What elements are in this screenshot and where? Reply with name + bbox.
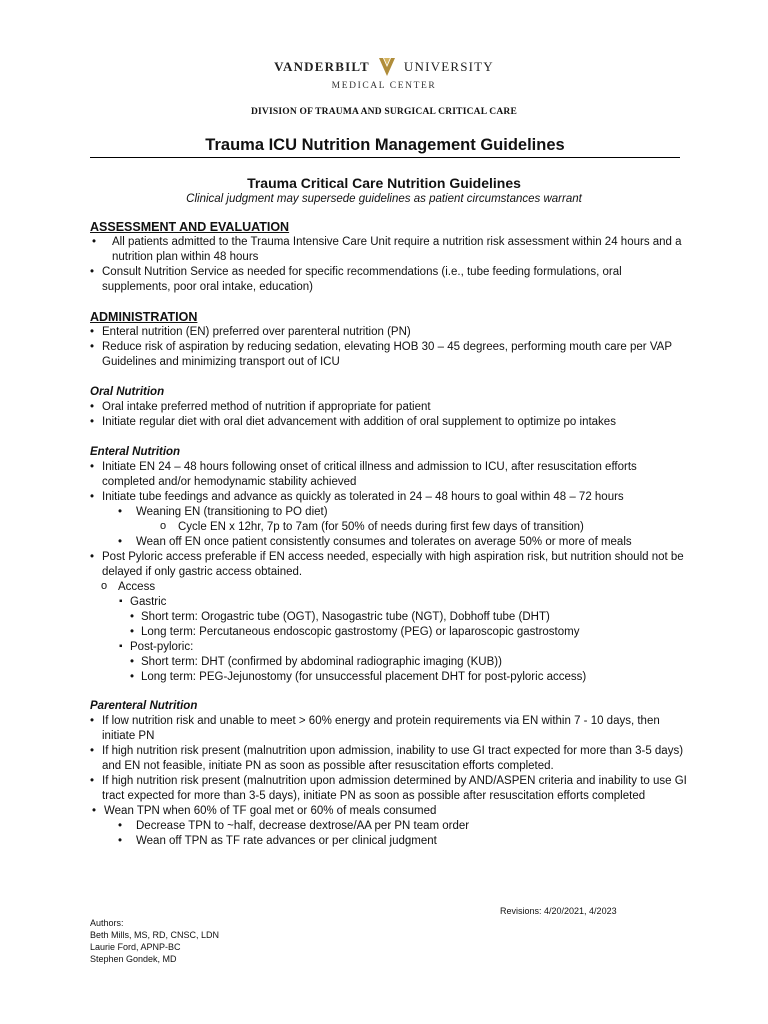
revisions-note: Revisions: 4/20/2021, 4/2023 [500,906,617,916]
oral-nutrition-heading: Oral Nutrition [90,386,165,398]
parenteral-nutrition-heading: Parenteral Nutrition [90,700,198,712]
medical-center-label: MEDICAL CENTER [331,81,437,91]
authors-label: Authors: [90,918,124,928]
list-item: ▪ Gastric [90,595,690,610]
assessment-heading: ASSESSMENT AND EVALUATION [90,220,290,234]
guidelines-body [90,220,690,849]
list-item: • Long term: Percutaneous endoscopic gastrostomy (PEG) or laparoscopic gastrostomy [90,625,690,640]
list-item: • Enteral nutrition (EN) preferred over parenteral nutrition (PN) [90,325,690,340]
list-item: • All patients admitted to the Trauma Intensive Care Unit require a nutrition risk assessment within 24 hours and a nutrition plan within 48 hours [90,235,690,265]
parenteral-list [90,714,690,849]
list-item: • Wean TPN when 60% of TF goal met or 60% of meals consumed [90,804,690,819]
administration-heading: ADMINISTRATION [90,310,198,324]
clinical-note: Clinical judgment may supersede guidelines as patient circumstances warrant [186,193,582,205]
assessment-list [90,235,690,295]
enteral-nutrition-heading: Enteral Nutrition [90,446,181,458]
author-name: Stephen Gondek, MD [90,954,177,964]
list-item: • Wean off TPN as TF rate advances or per clinical judgment [90,834,690,849]
institution-logo [0,56,768,91]
list-item: • Wean off EN once patient consistently consumes and tolerates on average 50% or more of meals [90,535,690,550]
list-item: • Short term: Orogastric tube (OGT), Nasogastric tube (NGT), Dobhoff tube (DHT) [90,610,690,625]
list-item: • Initiate tube feedings and advance as quickly as tolerated in 24 – 48 hours to goal within 48 – 72 hours [90,490,690,505]
list-item: o Access [90,580,690,595]
oral-list [90,400,690,430]
page-title: Trauma ICU Nutrition Management Guidelines [205,136,565,154]
list-item: • Initiate regular diet with oral diet advancement with addition of oral supplement to optimize po intakes [90,415,690,430]
list-item: • Reduce risk of aspiration by reducing sedation, elevating HOB 30 – 45 degrees, performing mouth care per VAP Guidelines and minimizing transport out of ICU [90,340,690,370]
list-item: ▪ Post-pyloric: [90,640,690,655]
list-item: • Consult Nutrition Service as needed for specific recommendations (i.e., tube feeding formulations, oral supplements, poor oral intake, education) [90,265,690,295]
enteral-list [90,460,690,685]
subtitle: Trauma Critical Care Nutrition Guidelines [247,175,521,191]
list-item: • Oral intake preferred method of nutrition if appropriate for patient [90,400,690,415]
list-item: o Cycle EN x 12hr, 7p to 7am (for 50% of needs during first few days of transition) [90,520,690,535]
authors-block [90,917,219,965]
brand-left: VANDERBILT [274,59,370,74]
list-item: • Weaning EN (transitioning to PO diet) [90,505,690,520]
title-divider [90,157,680,158]
division-title: DIVISION OF TRAUMA AND SURGICAL CRITICAL CARE [250,107,518,117]
oak-leaf-v-icon [377,56,397,78]
list-item: • Long term: PEG-Jejunostomy (for unsuccessful placement DHT for post-pyloric access) [90,670,690,685]
list-item: • Post Pyloric access preferable if EN access needed, especially with high aspiration risk, but nutrition should not be delayed if only gastric access obtained. [90,550,690,580]
administration-list [90,325,690,370]
list-item: • If high nutrition risk present (malnutrition upon admission determined by AND/ASPEN criteria and inability to use GI tract expected for more than 3-5 days), initiate PN as soon as possible after resuscitation efforts completed [90,774,690,804]
brand-right: UNIVERSITY [403,59,494,74]
list-item: • Short term: DHT (confirmed by abdominal radiographic imaging (KUB)) [90,655,690,670]
list-item: • If high nutrition risk present (malnutrition upon admission, inability to use GI tract expected for more than 3-5 days) and EN not feasible, initiate PN as soon as possible after resuscitation efforts completed. [90,744,690,774]
list-item: • Initiate EN 24 – 48 hours following onset of critical illness and admission to ICU, after resuscitation efforts completed and/or hemodynamic stability achieved [90,460,690,490]
list-item: • If low nutrition risk and unable to meet > 60% energy and protein requirements via EN within 7 - 10 days, then initiate PN [90,714,690,744]
author-name: Beth Mills, MS, RD, CNSC, LDN [90,930,220,940]
list-item: • Decrease TPN to ~half, decrease dextrose/AA per PN team order [90,819,690,834]
author-name: Laurie Ford, APNP-BC [90,942,181,952]
